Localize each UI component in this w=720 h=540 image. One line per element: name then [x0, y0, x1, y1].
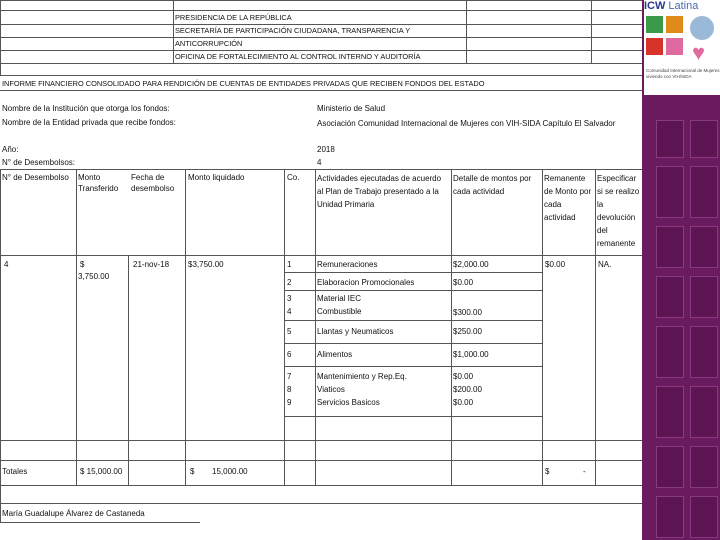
activity-co: 6 — [287, 350, 292, 359]
col-header-liquidated: Monto liquidado — [188, 173, 245, 182]
activity-name: Remuneraciones — [317, 260, 378, 269]
logo-orange-square — [666, 16, 683, 33]
activity-co: 1 — [287, 260, 292, 269]
activity-amount: $200.00 — [453, 385, 482, 394]
year-value: 2018 — [317, 145, 335, 154]
header-line-3: ANTICORRUPCIÓN — [175, 39, 243, 48]
col-header-specify: Especificar si se realizo la devolución del remanente — [597, 174, 640, 248]
institution-label: Nombre de la Institución que otorga los fondos: — [2, 104, 170, 113]
col-header-co: Co. — [287, 173, 300, 182]
report-title: INFORME FINANCIERO CONSOLIDADO PARA RENDICIÓN DE CUENTAS DE ENTIDADES PRIVADAS QUE RECIBEN FONDOS DEL ESTADO — [2, 79, 485, 88]
activity-name: Material IEC — [317, 294, 362, 303]
totals-liquidated-symbol: $ — [190, 467, 195, 476]
totals-liquidated: 15,000.00 — [212, 467, 248, 476]
logo-title: ICW Latina — [644, 0, 699, 12]
activity-co: 4 — [287, 307, 292, 316]
activity-name: Alimentos — [317, 350, 353, 359]
disbursement-specify: NA. — [598, 260, 612, 269]
totals-label: Totales — [2, 467, 28, 476]
activity-amount: $0.00 — [453, 278, 474, 287]
institution-value: Ministerio de Salud — [317, 104, 386, 113]
entity-label: Nombre de la Entidad privada que recibe fondos: — [2, 118, 176, 127]
year-label: Año: — [2, 145, 19, 154]
activity-co: 8 — [287, 385, 292, 394]
entity-value: Asociación Comunidad Internacional de Mujeres con VIH-SIDA Capítulo El Salvador — [317, 119, 616, 128]
disbursement-date: 21-nov-18 — [133, 260, 170, 269]
activity-name: Combustible — [317, 307, 362, 316]
signature-name: María Guadalupe Álvarez de Castaneda — [2, 509, 145, 518]
disbursement-liquidated: $3,750.00 — [188, 260, 224, 269]
activity-amount: $300.00 — [453, 308, 482, 317]
logo-red-square — [646, 38, 663, 55]
activity-co: 5 — [287, 327, 292, 336]
col-header-date: Fecha de desembolso — [131, 173, 175, 193]
activity-amount: $0.00 — [453, 398, 474, 407]
activity-amount: $2,000.00 — [453, 260, 489, 269]
header-line-2: SECRETARÍA DE PARTICIPACIÓN CIUDADANA, TRANSPARENCIA Y — [175, 26, 411, 35]
activity-co: 2 — [287, 278, 292, 287]
col-header-remaining: Remanente de Monto por cada actividad — [544, 174, 592, 222]
logo-green-square — [646, 16, 663, 33]
disbursement-amount: 3,750.00 — [78, 272, 110, 281]
disbursement-amount-symbol: $ — [80, 260, 85, 269]
activity-amount: $1,000.00 — [453, 350, 489, 359]
activity-name: Llantas y Neumaticos — [317, 327, 394, 336]
activity-name: Elaboracion Promocionales — [317, 278, 415, 287]
activity-name: Mantenimiento y Rep.Eq. — [317, 372, 407, 381]
logo-subtitle: Comunidad Internacional de Mujeres viviendo con VIH/SIDA — [646, 68, 720, 79]
totals-remaining-symbol: $ — [545, 467, 550, 476]
icw-latina-logo — [644, 0, 720, 95]
activity-name: Viaticos — [317, 385, 345, 394]
disbursements-value: 4 — [317, 158, 322, 167]
activity-amount: $0.00 — [453, 372, 474, 381]
activity-co: 7 — [287, 372, 292, 381]
header-line-1: PRESIDENCIA DE LA REPÚBLICA — [175, 13, 292, 22]
activity-amount: $250.00 — [453, 327, 482, 336]
col-header-amount: Monto Transferido — [78, 173, 119, 193]
heart-icon: ♥ — [692, 40, 706, 65]
totals-remaining: - — [583, 467, 586, 476]
activity-co: 3 — [287, 294, 292, 303]
globe-icon — [690, 16, 714, 40]
disbursement-remaining: $0.00 — [545, 260, 566, 269]
activity-name: Servicios Basicos — [317, 398, 380, 407]
col-header-activities: Actividades ejecutadas de acuerdo al Plan de Trabajo presentado a la Unidad Primaria — [317, 174, 442, 209]
totals-amount: $ 15,000.00 — [80, 467, 123, 476]
col-header-num: N° de Desembolso — [2, 173, 69, 182]
disbursement-num: 4 — [4, 260, 9, 269]
logo-pink-square — [666, 38, 683, 55]
disbursements-label: N° de Desembolsos: — [2, 158, 76, 167]
activity-co: 9 — [287, 398, 292, 407]
col-header-detail: Detalle de montos por cada actividad — [453, 174, 532, 196]
header-line-4: OFICINA DE FORTALECIMIENTO AL CONTROL INTERNO Y AUDITORÍA — [175, 52, 421, 61]
